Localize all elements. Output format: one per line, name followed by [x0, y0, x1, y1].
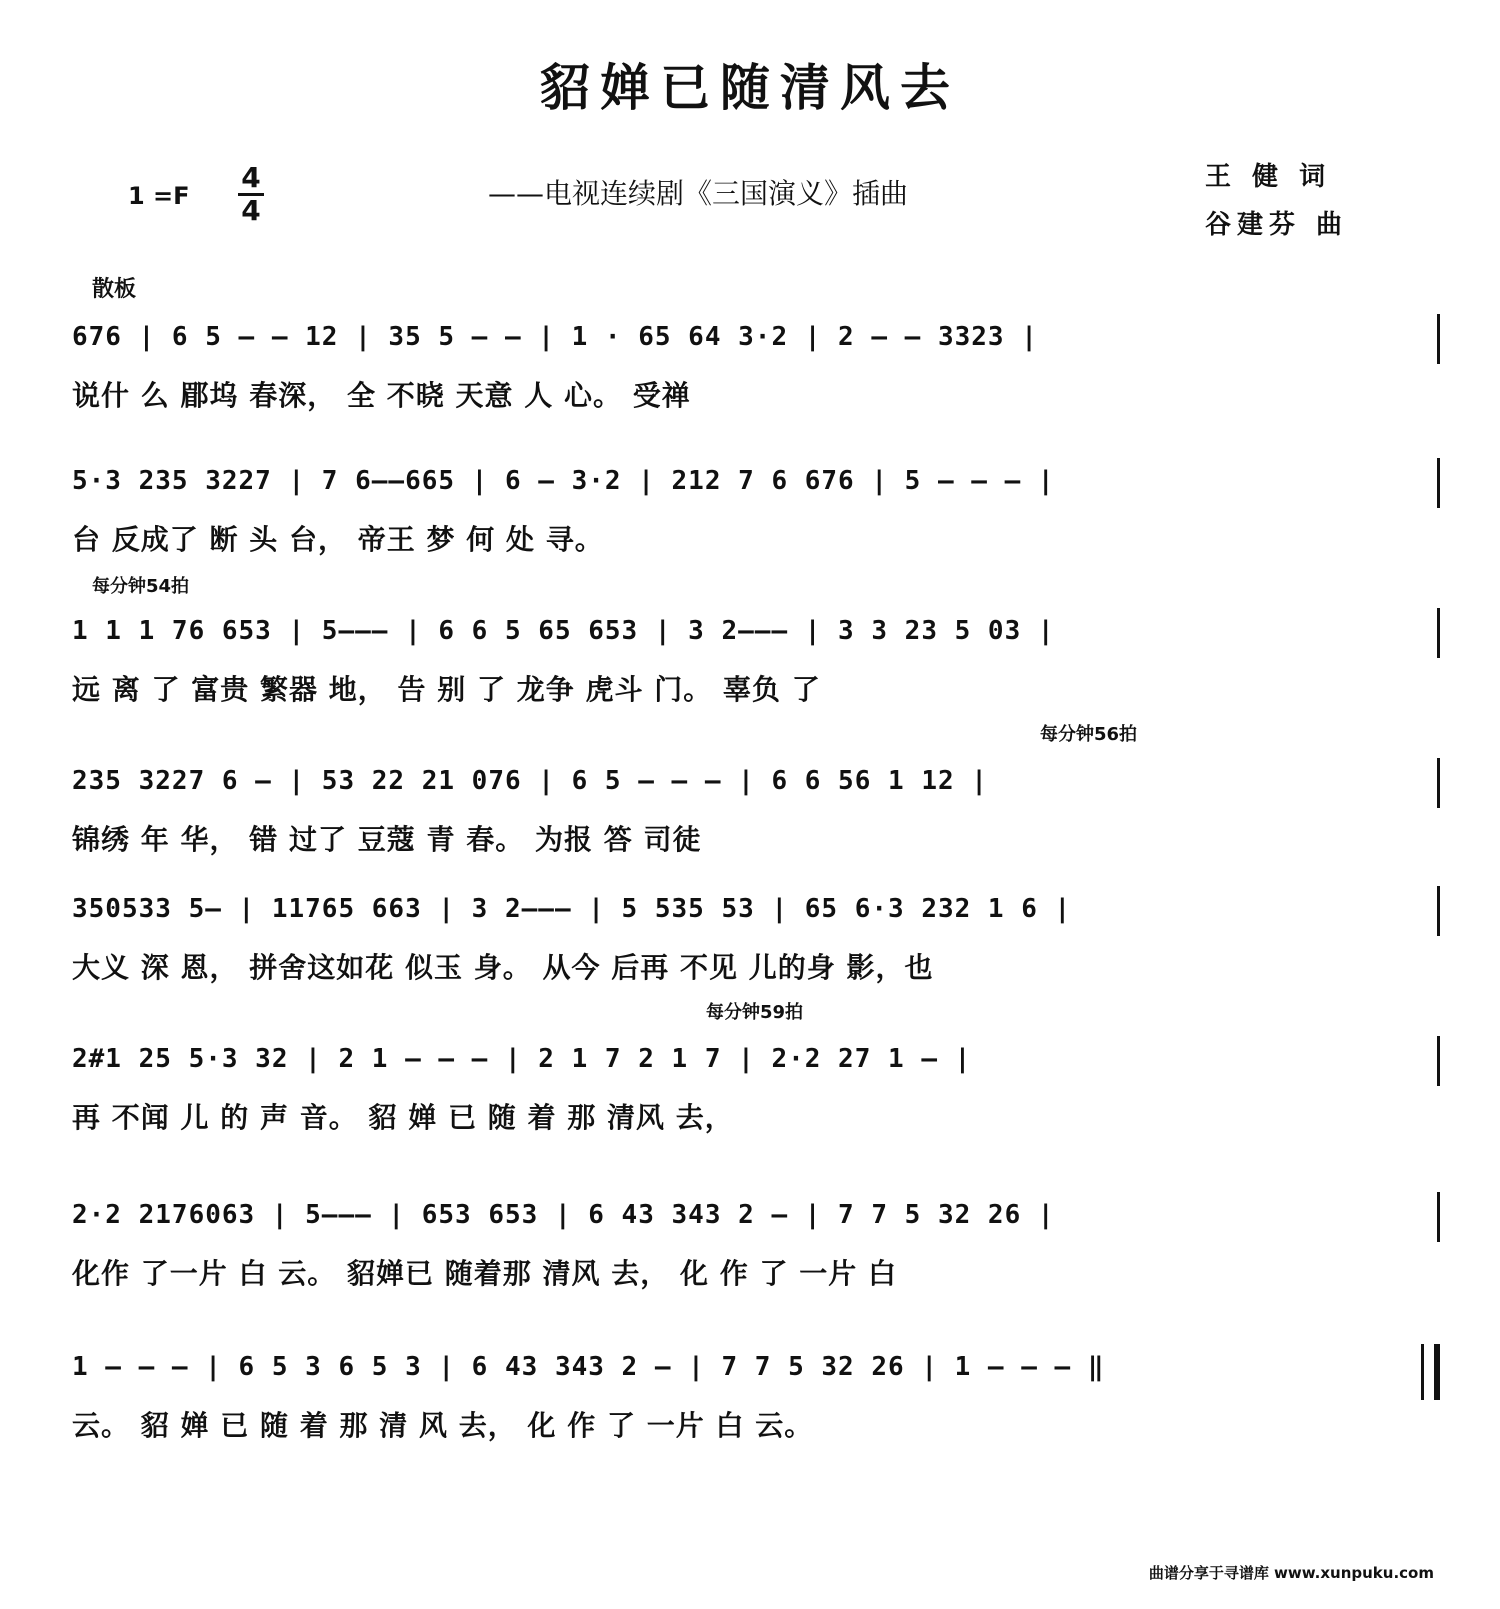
composer-credit: 谷建芬 曲	[1205, 210, 1349, 240]
tempo-mark: 每分钟59拍	[706, 1002, 804, 1023]
time-signature-top: 4	[241, 161, 261, 194]
key-signature: 1 =F	[128, 182, 190, 210]
barline	[1437, 1036, 1440, 1086]
tempo-mark: 每分钟54拍	[92, 576, 190, 597]
barline	[1437, 314, 1440, 364]
notation-line: 2#1 25 5·3 32 | 2 1 — — — | 2 1 7 2 1 7 | 2·2 27 1 — |	[72, 1044, 972, 1074]
notation-line: 676 | 6 5 — — 12 | 35 5 — — | 1 · 65 64 3·2 | 2 — — 3323 |	[72, 322, 1038, 352]
notation-line: 350533 5— | 11765 663 | 3 2——— | 5 535 53 | 65 6·3 232 1 6 |	[72, 894, 1072, 924]
notation-line: 2·2 2176063 | 5——— | 653 653 | 6 43 343 2 — | 7 7 5 32 26 |	[72, 1200, 1055, 1230]
time-signature-bottom: 4	[241, 194, 261, 227]
lyric-line: 说什 么 郿坞 春深， 全 不晓 天意 人 心。 受禅	[72, 379, 691, 412]
score-system-6	[60, 1034, 1440, 1184]
notation-line: 1 1 1 76 653 | 5——— | 6 6 5 65 653 | 3 2——— | 3 3 23 5 03 |	[72, 616, 1055, 646]
tempo-rubato: 散板	[92, 277, 137, 302]
barline	[1437, 886, 1440, 936]
lyric-line: 大义 深 恩， 拼舍这如花 似玉 身。 从今 后再 不见 儿的身 影，也	[72, 951, 934, 984]
lyric-line: 化作 了一片 白 云。 貂婵已 随着那 清风 去， 化 作 了 一片 白	[72, 1257, 897, 1290]
barline	[1437, 608, 1440, 658]
barline	[1437, 758, 1440, 808]
subtitle: ——电视连续剧《三国演义》插曲	[488, 177, 909, 210]
barline	[1437, 1192, 1440, 1242]
notation-line: 5·3 235 3227 | 7 6——665 | 6 — 3·2 | 212 7 6 676 | 5 — — — |	[72, 466, 1055, 496]
notation-line: 1 — — — | 6 5 3 6 5 3 | 6 43 343 2 — | 7 7 5 32 26 | 1 — — — ‖	[72, 1352, 1105, 1382]
source-footer: 曲谱分享于寻谱库 www.xunpuku.com	[1148, 1564, 1434, 1582]
time-signature	[238, 161, 264, 227]
score-system-2	[60, 456, 1440, 606]
lyric-line: 再 不闻 儿 的 声 音。 貂 婵 已 随 着 那 清风 去，	[72, 1101, 734, 1134]
score-system-1	[60, 312, 1440, 462]
lyric-line: 云。 貂 婵 已 随 着 那 清 风 去， 化 作 了 一片 白 云。	[72, 1409, 814, 1442]
lyric-line: 远 离 了 富贵 繁器 地， 告 别 了 龙争 虎斗 门。 辜负 了	[72, 673, 821, 706]
score-system-8	[60, 1342, 1440, 1492]
tempo-mark: 每分钟56拍	[1040, 724, 1138, 745]
score-system-3	[60, 606, 1440, 756]
notation-line: 235 3227 6 — | 53 22 21 076 | 6 5 — — — | 6 6 56 1 12 |	[72, 766, 988, 796]
barline	[1437, 458, 1440, 508]
lyric-line: 锦绣 年 华， 错 过了 豆蔻 青 春。 为报 答 司徒	[72, 823, 702, 856]
lyricist-credit: 王 健 词	[1205, 162, 1332, 192]
lyric-line: 台 反成了 断 头 台， 帝王 梦 何 处 寻。	[72, 523, 604, 556]
score-system-7	[60, 1190, 1440, 1340]
song-title: 貂婵已随清风去	[540, 58, 960, 117]
